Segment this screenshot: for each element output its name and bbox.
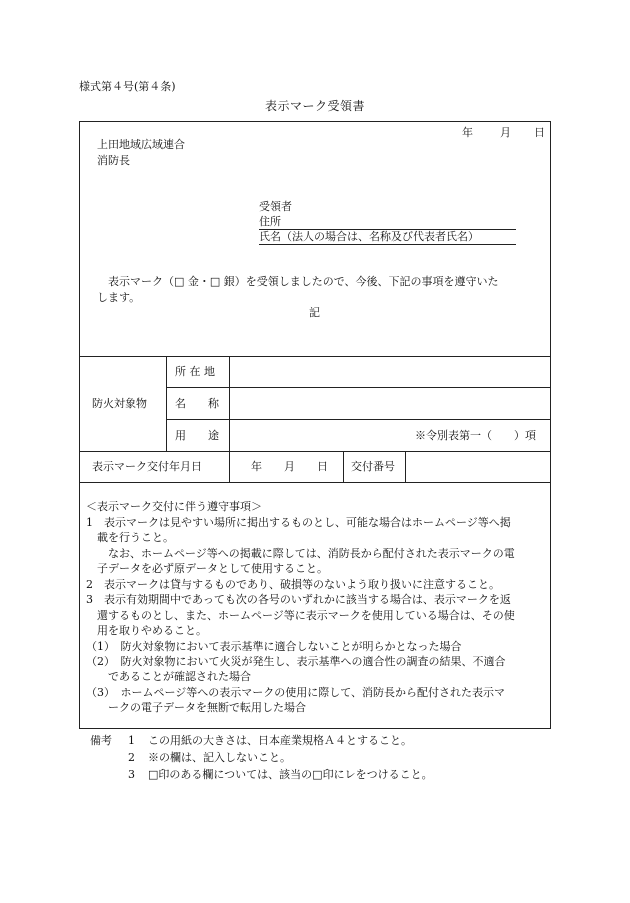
table-line-location [166,387,550,388]
rule-line: なお、ホームページ等への掲載に際しては、消防長から配付された表示マークの電 [108,547,515,560]
table-col-divider-1 [166,356,167,451]
remark-number: 2 [128,751,135,764]
rules-heading: ＜表示マーク交付に伴う遵守事項＞ [86,500,262,513]
rule-line: （3） ホームページ等への表示マークの使用に際して、消防長から配付された表示マ [86,686,506,699]
recipient-name-label: 氏名（法人の場合は、名称及び代表者氏名） [259,230,479,243]
table-top-border [79,356,550,357]
remark-text: ※の欄は、記入しないこと。 [148,751,291,764]
remark-number: 3 [128,768,135,781]
date-month: 月 [500,126,511,139]
rule-line: （2） 防火対象物において火災が発生し、表示基準への適合性の調査の結果、不適合 [86,655,506,668]
table-line-use [79,451,550,452]
issue-number-label: 交付番号 [351,460,395,473]
rule-line: 用を取りやめること。 [97,624,207,637]
table-col-divider-2 [229,356,230,482]
page-title: 表示マーク受領書 [264,99,365,113]
addressee-title: 消防長 [97,154,130,167]
recipient-heading: 受領者 [259,200,292,213]
rule-line: であることが確認された場合 [108,670,251,683]
form-frame [79,121,551,729]
recipient-address-field[interactable] [259,215,516,230]
rule-line: 還するものとし、また、ホームページ等に表示マークを使用している場合は、その使 [97,609,515,622]
remark-number: 1 [128,734,135,747]
date-year: 年 [462,126,473,139]
table-line-name [166,419,550,420]
rule-line: ークの電子データを無断で転用した場合 [108,701,306,714]
table-col-divider-3 [343,451,344,482]
location-label: 所 在 地 [175,365,215,378]
issue-date-value: 年 月 日 [251,460,328,473]
rule-line: 載を行うこと。 [97,531,174,544]
rule-line: 3 表示有効期間中であっても次の各号のいずれかに該当する場合は、表示マークを返 [86,593,511,606]
rule-line: 1 表示マークは見やすい場所に掲出するものとし、可能な場合はホームページ等へ掲 [86,516,511,529]
rule-line: 2 表示マークは貸与するものであり、破損等のないよう取り扱いに注意すること。 [86,578,500,591]
table-bottom-border [79,482,550,483]
recipient-address-label: 住所 [259,215,281,228]
fire-target-label: 防火対象物 [92,397,147,410]
use-label: 用 途 [175,429,219,442]
remark-text: この用紙の大きさは、日本産業規格Ａ４とすること。 [148,734,412,747]
rule-line: （1） 防火対象物において表示基準に適合しないことが明らかとなった場合 [86,640,462,653]
remarks-label: 備考 [90,734,112,747]
table-col-divider-4 [405,451,406,482]
remark-text: □印のある欄については、該当の□印にレをつけること。 [148,768,433,781]
statement-line-2: します。 [97,291,141,304]
ki-mark: 記 [309,306,320,319]
statement-line-1: 表示マーク（□ 金・□ 銀）を受領しましたので、今後、下記の事項を遵守いた [108,275,499,288]
issue-date-label: 表示マーク交付年月日 [92,460,202,473]
addressee-org: 上田地域広域連合 [97,138,185,151]
name-label: 名 称 [175,397,219,410]
form-number: 様式第４号(第４条) [79,80,176,93]
date-day: 日 [534,126,545,139]
rule-line: 子データを必ず原データとして使用すること。 [97,562,328,575]
recipient-name-field[interactable] [259,230,516,245]
use-category-note: ※令別表第一（ ）項 [415,429,536,442]
